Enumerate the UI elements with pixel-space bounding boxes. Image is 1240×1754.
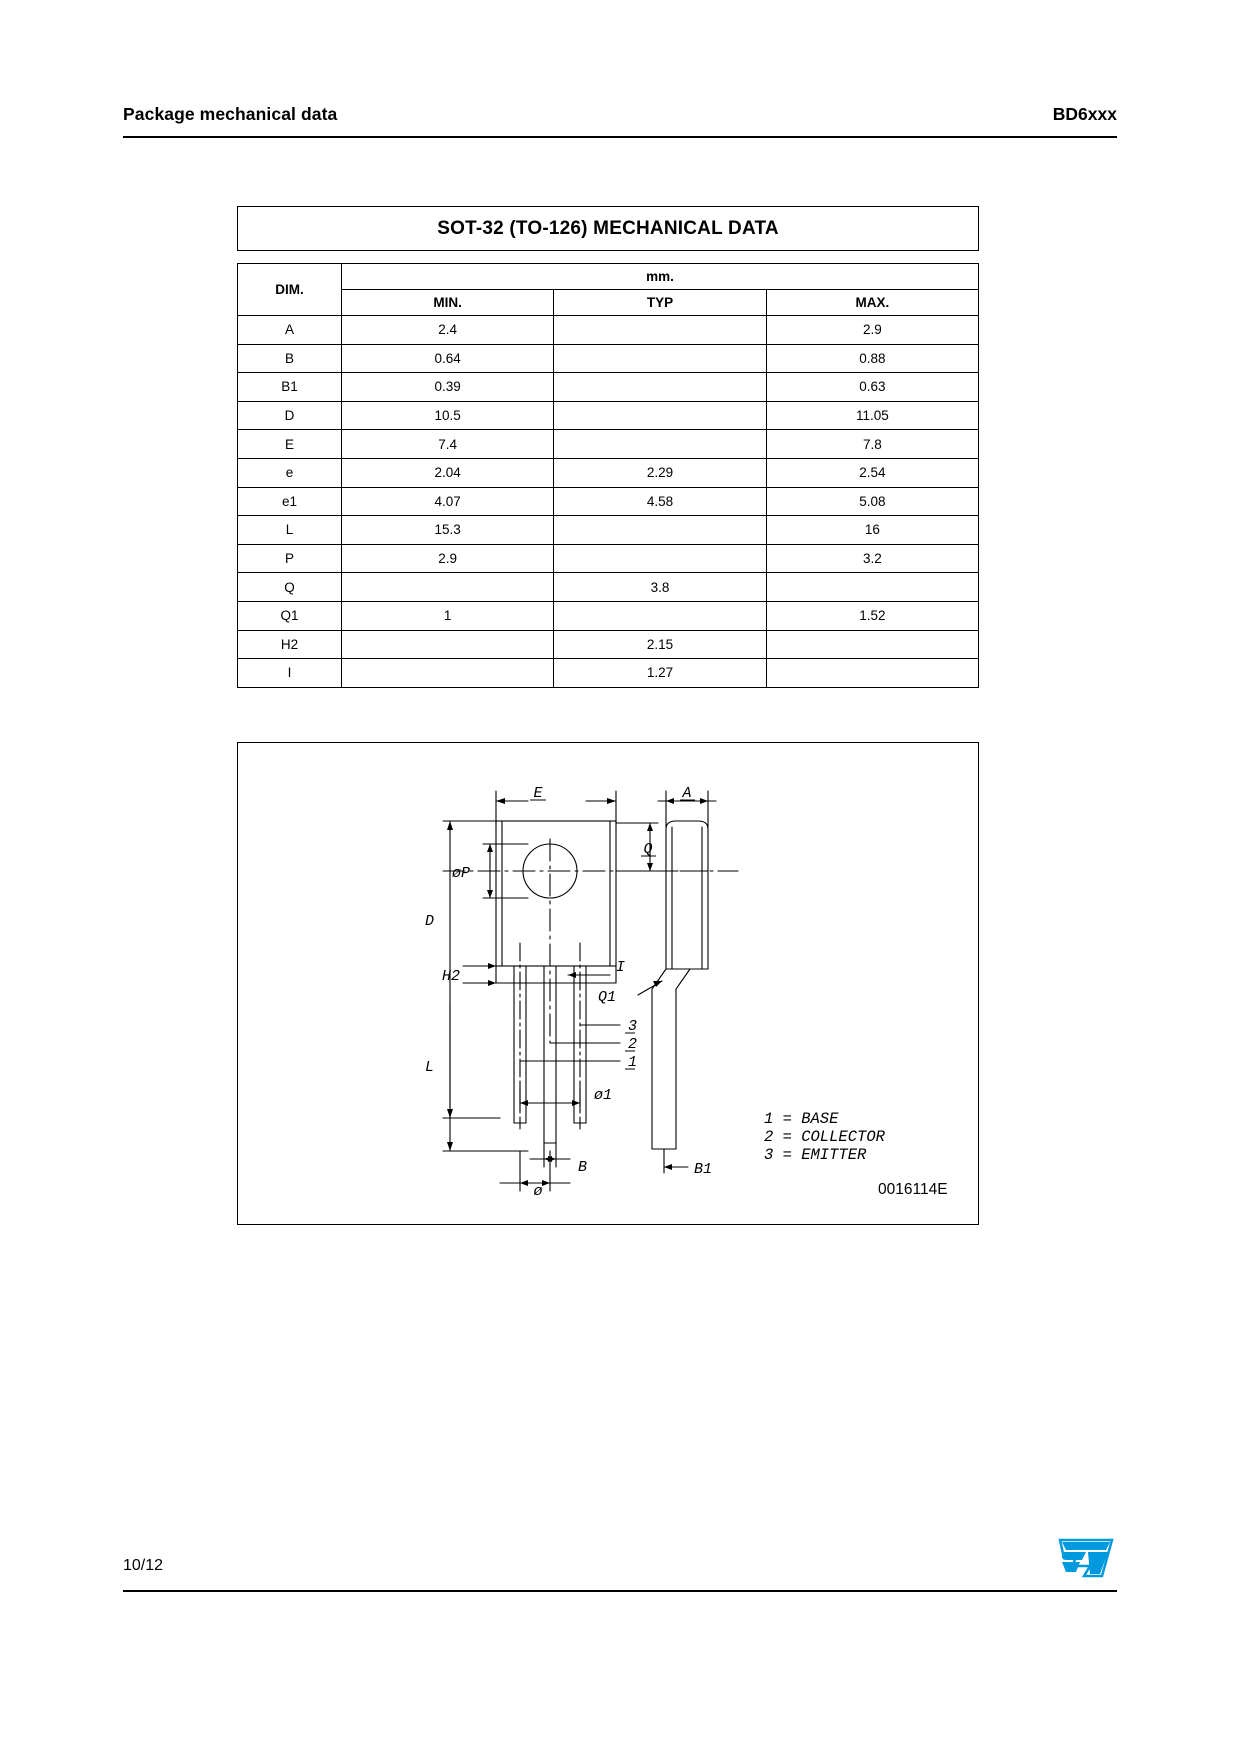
label-pin-2: 2 — [628, 1036, 638, 1053]
table-row — [238, 573, 979, 602]
table-row — [238, 373, 979, 402]
value-max: 1.52 — [766, 601, 978, 630]
page-title: SOT-32 (TO-126) MECHANICAL DATA — [437, 217, 779, 239]
value-max: 11.05 — [766, 401, 978, 430]
value-typ — [554, 373, 766, 402]
table-header-row-top — [238, 264, 979, 290]
dimension-name: B — [238, 344, 342, 373]
value-typ — [554, 601, 766, 630]
dimension-name: e — [238, 458, 342, 487]
package-outline-drawing — [238, 743, 980, 1226]
value-min: 10.5 — [342, 401, 554, 430]
label-D: D — [424, 913, 434, 930]
value-typ: 2.15 — [554, 630, 766, 659]
dimension-name: I — [238, 659, 342, 688]
label-Q: Q — [643, 841, 653, 858]
pin-legend-line-3: 3 = EMITTER — [764, 1146, 867, 1164]
value-max: 2.9 — [766, 316, 978, 345]
dimension-name: H2 — [238, 630, 342, 659]
value-min: 2.9 — [342, 544, 554, 573]
table-row — [238, 430, 979, 459]
dimension-name: L — [238, 516, 342, 545]
dimension-name: Q1 — [238, 601, 342, 630]
value-typ — [554, 401, 766, 430]
value-min: 7.4 — [342, 430, 554, 459]
column-header-unit: mm. — [342, 264, 979, 290]
dimension-name: A — [238, 316, 342, 345]
value-min: 2.4 — [342, 316, 554, 345]
table-row — [238, 344, 979, 373]
value-max: 5.08 — [766, 487, 978, 516]
label-B1: B1 — [694, 1161, 713, 1178]
footer-divider — [123, 1590, 1117, 1592]
value-min — [342, 659, 554, 688]
pin-legend-line-1: 1 = BASE — [764, 1110, 839, 1128]
label-B: B — [578, 1159, 588, 1176]
label-L: L — [424, 1059, 434, 1076]
dimension-name: D — [238, 401, 342, 430]
dimension-table-body — [238, 316, 979, 688]
label-E: E — [533, 785, 543, 802]
value-max: 16 — [766, 516, 978, 545]
table-row — [238, 316, 979, 345]
dimension-name: e1 — [238, 487, 342, 516]
value-typ: 3.8 — [554, 573, 766, 602]
label-I: I — [616, 959, 626, 976]
dimension-name: Q — [238, 573, 342, 602]
value-max — [766, 573, 978, 602]
value-min — [342, 573, 554, 602]
label-A: A — [682, 785, 692, 802]
column-header-dim: DIM. — [238, 264, 342, 316]
pin-legend-line-2: 2 = COLLECTOR — [764, 1128, 885, 1146]
value-typ: 4.58 — [554, 487, 766, 516]
value-typ — [554, 516, 766, 545]
table-row — [238, 458, 979, 487]
drawing-code: 0016114E — [878, 1181, 948, 1198]
dimension-name: E — [238, 430, 342, 459]
table-row — [238, 401, 979, 430]
label-H2: H2 — [441, 968, 460, 985]
value-min: 0.39 — [342, 373, 554, 402]
label-e: ø — [533, 1183, 543, 1200]
table-row — [238, 487, 979, 516]
column-header-max: MAX. — [766, 290, 978, 316]
section-title: Package mechanical data — [123, 104, 338, 124]
value-typ — [554, 430, 766, 459]
pin-legend — [764, 1110, 886, 1164]
part-number: BD6xxx — [1052, 104, 1117, 124]
value-min: 2.04 — [342, 458, 554, 487]
value-typ — [554, 544, 766, 573]
dimension-name: P — [238, 544, 342, 573]
header-divider — [123, 136, 1117, 138]
label-pin-1: 1 — [628, 1054, 638, 1071]
value-min: 15.3 — [342, 516, 554, 545]
table-row — [238, 630, 979, 659]
mechanical-data-title-box — [237, 206, 979, 251]
value-max: 7.8 — [766, 430, 978, 459]
table-row — [238, 516, 979, 545]
value-max: 3.2 — [766, 544, 978, 573]
value-max — [766, 630, 978, 659]
table-row — [238, 659, 979, 688]
page-header — [123, 104, 1117, 125]
package-drawing-box — [237, 742, 979, 1225]
label-e1: ø1 — [594, 1087, 613, 1104]
st-logo — [1056, 1536, 1116, 1580]
value-max: 2.54 — [766, 458, 978, 487]
label-Q1: Q1 — [597, 989, 616, 1006]
dimension-table — [237, 263, 979, 688]
page-number: 10/12 — [123, 1557, 164, 1574]
value-typ — [554, 316, 766, 345]
value-max — [766, 659, 978, 688]
value-typ: 1.27 — [554, 659, 766, 688]
label-P: øP — [451, 865, 470, 882]
value-max: 0.88 — [766, 344, 978, 373]
value-min — [342, 630, 554, 659]
dimension-name: B1 — [238, 373, 342, 402]
table-header-row-sub — [238, 290, 979, 316]
column-header-min: MIN. — [342, 290, 554, 316]
value-min: 1 — [342, 601, 554, 630]
value-min: 0.64 — [342, 344, 554, 373]
value-min: 4.07 — [342, 487, 554, 516]
table-row — [238, 601, 979, 630]
value-typ — [554, 344, 766, 373]
table-row — [238, 544, 979, 573]
value-max: 0.63 — [766, 373, 978, 402]
value-typ: 2.29 — [554, 458, 766, 487]
column-header-typ: TYP — [554, 290, 766, 316]
label-pin-3: 3 — [628, 1018, 638, 1035]
